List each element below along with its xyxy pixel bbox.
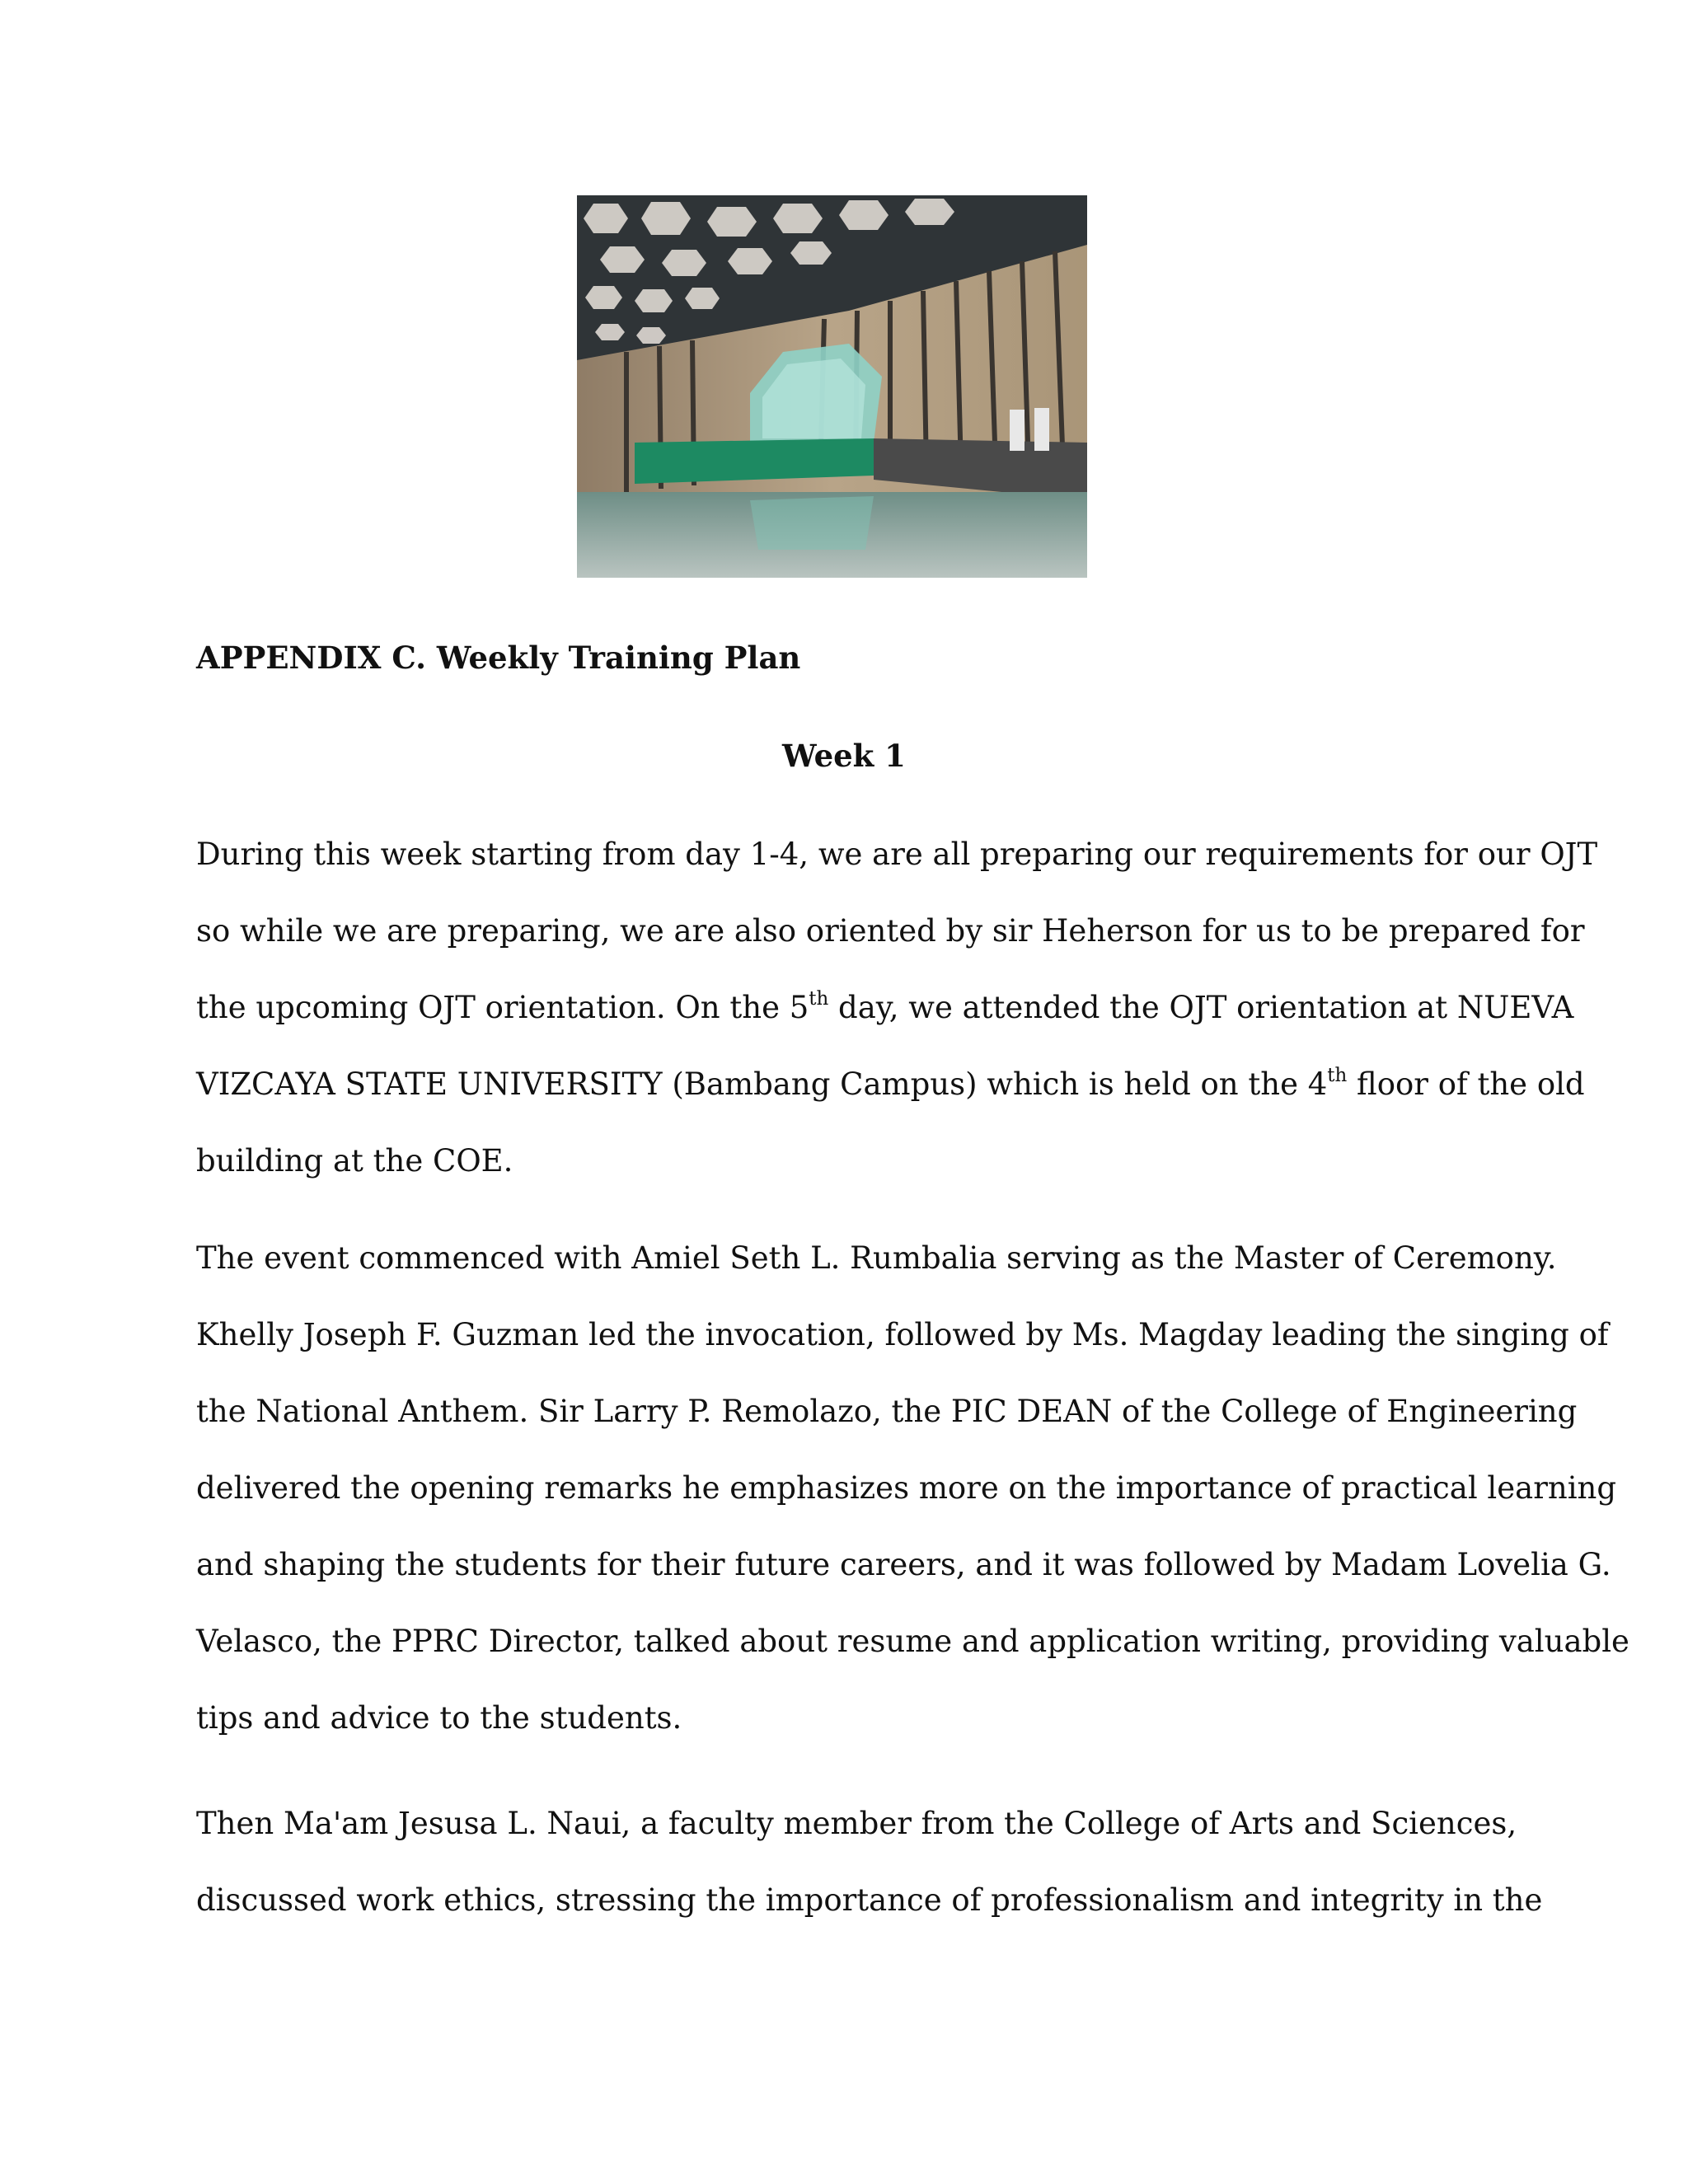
paragraph-line: Then Ma'am Jesusa L. Naui, a faculty member from the College of Arts and Sciences, (196, 1806, 1517, 1841)
paragraph-line: building at the COE. (196, 1143, 513, 1179)
text-segment: floor of the old (1347, 1066, 1585, 1102)
ordinal-suffix: th (809, 987, 829, 1010)
paragraph-line: delivered the opening remarks he emphasizes more on the importance of practical learning (196, 1470, 1617, 1506)
paragraph-2 (196, 1220, 1629, 1756)
paragraph-line: the National Anthem. Sir Larry P. Remolazo, the PIC DEAN of the College of Engineering (196, 1394, 1578, 1429)
paragraph-line: Velasco, the PPRC Director, talked about resume and application writing, providing valuable (196, 1624, 1629, 1659)
appendix-heading: APPENDIX C. Weekly Training Plan (196, 640, 801, 676)
text-segment: the upcoming OJT orientation. On the 5 (196, 990, 809, 1025)
auditorium-image (577, 195, 1087, 578)
auditorium-photo (577, 195, 1087, 578)
paragraph-line (196, 969, 1574, 1046)
paragraph-line (196, 1046, 1585, 1122)
week-title: Week 1 (782, 738, 906, 774)
paragraph-line: and shaping the students for their future careers, and it was followed by Madam Lovelia G. (196, 1547, 1611, 1582)
paragraph-line: so while we are preparing, we are also oriented by sir Heherson for us to be prepared for (196, 913, 1585, 949)
paragraph-line: tips and advice to the students. (196, 1700, 682, 1736)
paragraph-line: During this week starting from day 1-4, we are all preparing our requirements for our OJT (196, 837, 1598, 872)
text-segment: day, we attended the OJT orientation at NUEVA (828, 990, 1574, 1025)
ordinal-suffix: th (1327, 1064, 1348, 1086)
text-segment: VIZCAYA STATE UNIVERSITY (Bambang Campus) which is held on the 4 (196, 1066, 1328, 1102)
paragraph-line: discussed work ethics, stressing the importance of professionalism and integrity in the (196, 1882, 1543, 1918)
paragraph-line: The event commenced with Amiel Seth L. Rumbalia serving as the Master of Ceremony. (196, 1240, 1557, 1276)
paragraph-3 (196, 1785, 1543, 1938)
paragraph-1 (196, 816, 1598, 1199)
paragraph-line: Khelly Joseph F. Guzman led the invocation, followed by Ms. Magday leading the singing of (196, 1317, 1609, 1352)
